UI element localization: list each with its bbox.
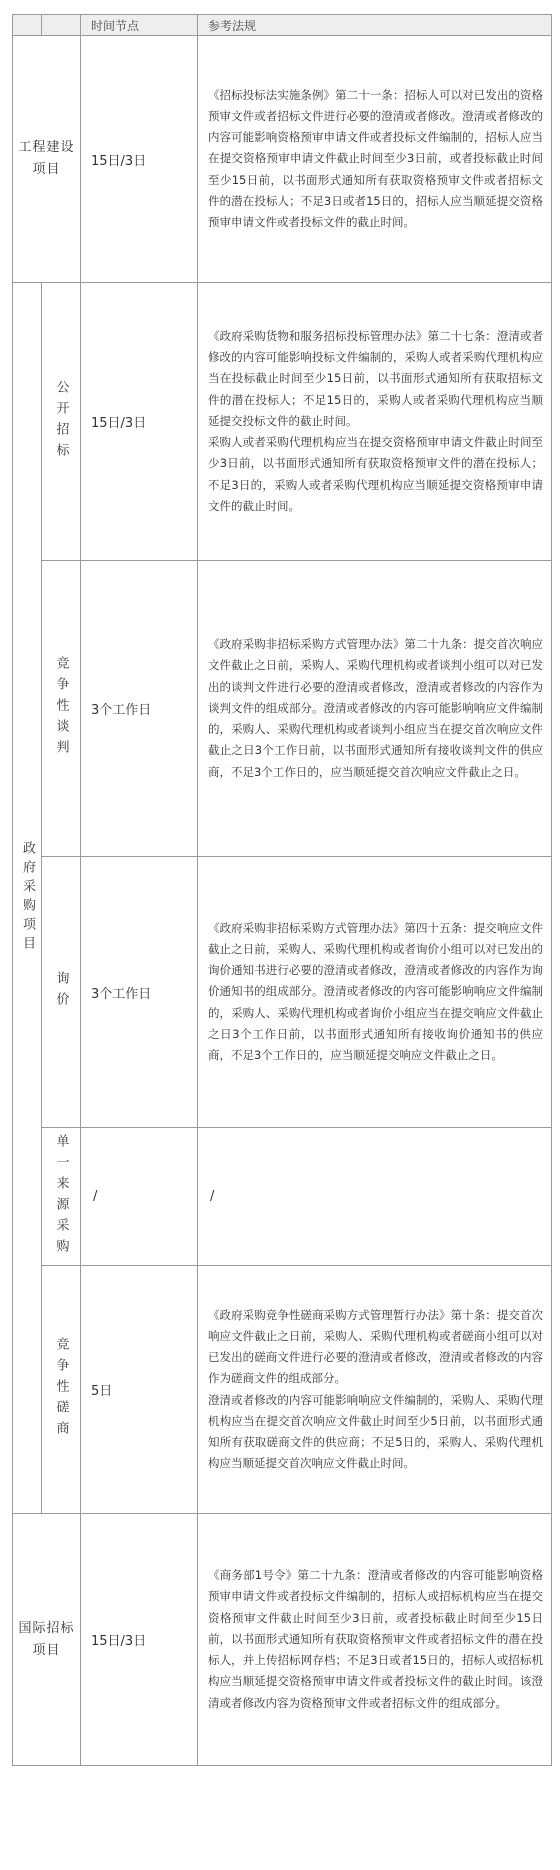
header-cell-basis: 参考法规 [198, 15, 552, 36]
table-row-gov-consultation [13, 1266, 552, 1514]
basis-paragraph: 《政府采购非招标采购方式管理办法》第二十九条：提交首次响应文件截止之日前，采购人、采购代理机构或者谈判小组可以对已发出的谈判文件进行必要的澄清或者修改，澄清或者修改的内容作为谈判文件的组成部分。澄清或者修改的内容可能影响响应文件编制的，采购人、采购代理机构或者谈判小组应当在提交首次响应文件截止之日3个工作日前，以书面形式通知所有接收谈判文件的供应商，不足3个工作日的，应当顺延提交首次响应文件截止之日。 [208, 637, 543, 779]
basis-paragraph: 《政府采购竞争性磋商采购方式管理暂行办法》第十条：提交首次响应文件截止之日前，采购人、采购代理机构或者磋商小组可以对已发出的磋商文件进行必要的澄清或者修改，澄清或者修改的内容作为磋商文件的组成部分。 [208, 1307, 543, 1386]
table-row-engineering [13, 36, 552, 283]
time-consultation: 5日 [81, 1266, 198, 1514]
table-row-gov-inquiry [13, 857, 552, 1128]
category-government-label: 政府采购项目 [20, 841, 35, 955]
header-cell-category [13, 15, 42, 36]
method-inquiry [42, 857, 81, 1128]
method-single-source-label: 单一来源采购 [53, 1133, 69, 1260]
category-government [13, 283, 42, 1514]
method-consultation [42, 1266, 81, 1514]
basis-international [198, 1514, 552, 1766]
method-negotiation [42, 561, 81, 857]
method-inquiry-label: 询价 [53, 971, 69, 1013]
method-consultation-label: 竞争性磋商 [53, 1337, 69, 1442]
method-negotiation-label: 竞争性谈判 [53, 656, 69, 761]
method-open-tender [42, 283, 81, 561]
basis-paragraph: 《商务部1号令》第二十九条：澄清或者修改的内容可能影响资格预审申请文件或者投标文件编制的，招标人或招标机构应当在提交资格预审文件截止时间至少3日前，或者投标截止时间至少15日前，以书面形式通知所有获取资格预审文件或者招标文件的潜在投标人，并上传招标网存档；不足3日或者15日的，招标人或招标机构应当顺延提交资格预审申请文件或者投标文件的截止时间。该澄清或者修改内容为资格预审文件或者招标文件的组成部分。 [208, 1568, 543, 1710]
basis-single-source: / [198, 1128, 552, 1266]
basis-negotiation [198, 561, 552, 857]
table-row-gov-open-tender [13, 283, 552, 561]
basis-paragraph: 采购人或者采购代理机构应当在提交资格预审申请文件截止时间至少3日前，以书面形式通知所有获取资格预审文件的潜在投标人；不足3日的，采购人或者采购代理机构应当顺延提交资格预审申请文件的截止时间。 [208, 435, 543, 513]
category-international: 国际招标项目 [13, 1514, 81, 1766]
header-cell-method [42, 15, 81, 36]
time-inquiry: 3个工作日 [81, 857, 198, 1128]
time-open-tender: 15日/3日 [81, 283, 198, 561]
header-cell-time: 时间节点 [81, 15, 198, 36]
time-engineering: 15日/3日 [81, 36, 198, 283]
basis-consultation [198, 1266, 552, 1514]
header-row [13, 15, 552, 36]
time-international: 15日/3日 [81, 1514, 198, 1766]
table-row-gov-negotiation [13, 561, 552, 857]
table-row-gov-single-source [13, 1128, 552, 1266]
basis-paragraph: 《政府采购货物和服务招标投标管理办法》第二十七条：澄清或者修改的内容可能影响投标文件编制的，采购人或者采购代理机构应当在投标截止时间至少15日前，以书面形式通知所有获取招标文件的潜在投标人；不足15日的，采购人或者采购代理机构应当顺延提交投标文件的截止时间。 [208, 329, 543, 428]
method-open-tender-label: 公开招标 [53, 379, 69, 464]
basis-engineering [198, 36, 552, 283]
basis-paragraph: 澄清或者修改的内容可能影响响应文件编制的，采购人、采购代理机构应当在提交首次响应文件截止时间至少5日前，以书面形式通知所有获取磋商文件的供应商；不足5日的，采购人、采购代理机构应当顺延提交首次响应文件截止时间。 [208, 1392, 543, 1471]
clarification-deadline-table [12, 14, 552, 1766]
category-engineering: 工程建设项目 [13, 36, 81, 283]
basis-inquiry [198, 857, 552, 1128]
table-row-international [13, 1514, 552, 1766]
basis-paragraph: 《招标投标法实施条例》第二十一条：招标人可以对已发出的资格预审文件或者招标文件进行必要的澄清或者修改。澄清或者修改的内容可能影响资格预审申请文件或者投标文件编制的，招标人应当在提交资格预审申请文件截止时间至少3日前，或者投标截止时间至少15日前，以书面形式通知所有获取资格预审文件或者招标文件的潜在投标人；不足3日或者15日的，招标人应当顺延提交资格预审申请文件或者投标文件的截止时间。 [208, 87, 543, 229]
time-single-source: / [81, 1128, 198, 1266]
basis-paragraph: 《政府采购非招标采购方式管理办法》第四十五条：提交响应文件截止之日前，采购人、采购代理机构或者询价小组可以对已发出的询价通知书进行必要的澄清或者修改，澄清或者修改的内容作为询价通知书的组成部分。澄清或者修改的内容可能影响响应文件编制的，采购人、采购代理机构或者询价小组应当在提交响应文件截止之日3个工作日前，以书面形式通知所有接收询价通知书的供应商，不足3个工作日的，应当顺延提交响应文件截止之日。 [208, 920, 543, 1062]
method-single-source [42, 1128, 81, 1266]
time-negotiation: 3个工作日 [81, 561, 198, 857]
basis-open-tender [198, 283, 552, 561]
